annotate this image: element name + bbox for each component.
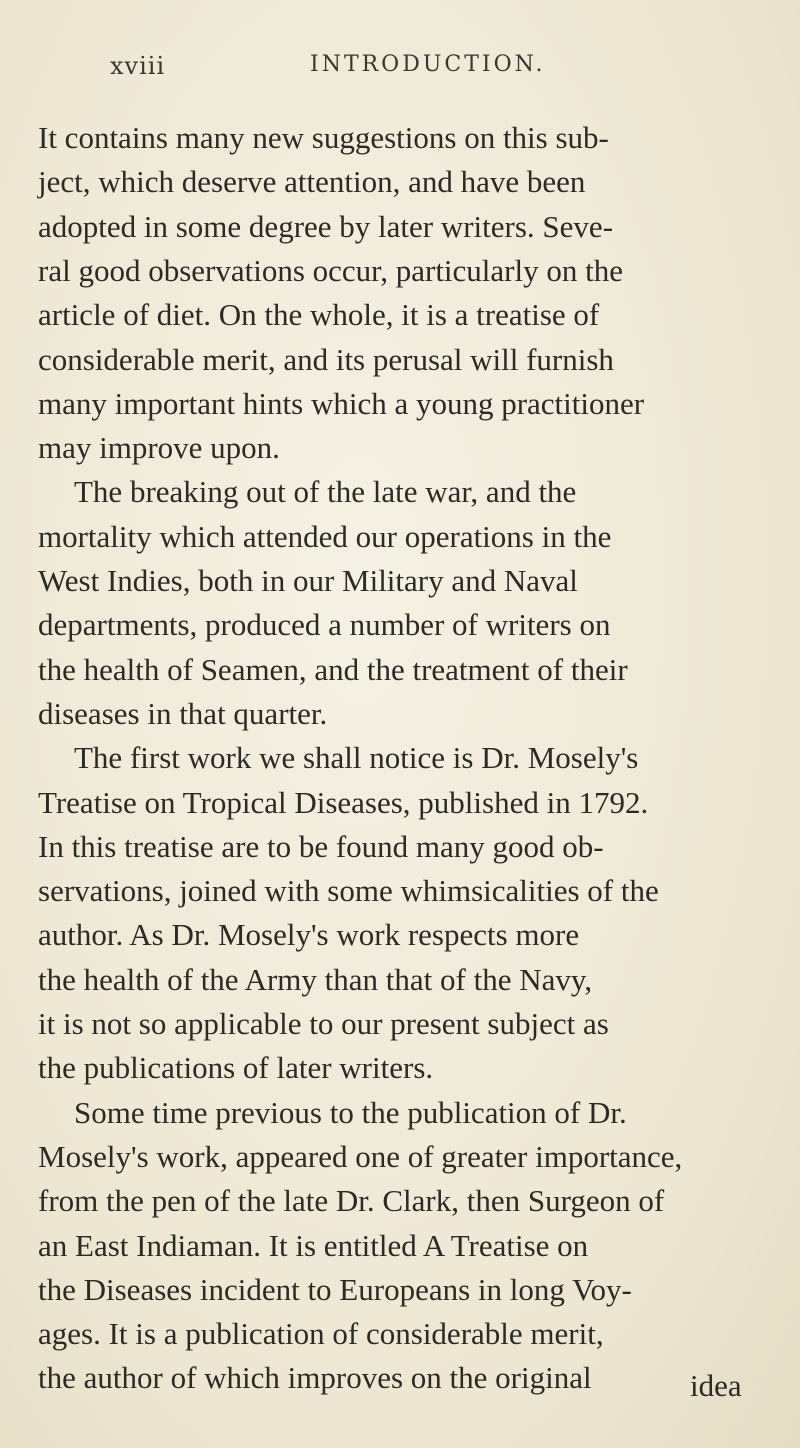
text-line: an East Indiaman. It is entitled A Treatise on	[38, 1228, 589, 1263]
text-line: considerable merit, and its perusal will furnish	[38, 342, 614, 377]
text-line: the publications of later writers.	[38, 1050, 434, 1085]
text-line: the health of the Army than that of the Navy,	[38, 962, 593, 997]
text-line: The first work we shall notice is Dr. Mosely's	[74, 740, 639, 775]
text-line: ral good observations occur, particularly on the	[38, 253, 623, 288]
text-line: The breaking out of the late war, and the	[74, 474, 577, 509]
text-line: it is not so applicable to our present subject as	[38, 1006, 609, 1041]
text-line: servations, joined with some whimsicalities of the	[38, 873, 659, 908]
text-line: ject, which deserve attention, and have been	[38, 164, 586, 199]
text-line: adopted in some degree by later writers. Seve-	[38, 209, 614, 244]
page-number: xviii	[110, 52, 166, 80]
text-line: diseases in that quarter.	[38, 696, 328, 731]
text-line: mortality which attended our operations in the	[38, 519, 612, 554]
text-line: author. As Dr. Mosely's work respects more	[38, 917, 580, 952]
text-line: It contains many new suggestions on this sub-	[38, 120, 609, 155]
running-head	[110, 52, 670, 92]
text-line: ages. It is a publication of considerable merit,	[38, 1316, 604, 1351]
text-line: Some time previous to the publication of Dr.	[74, 1095, 627, 1130]
running-title: INTRODUCTION.	[310, 52, 546, 77]
text-line: departments, produced a number of writers on	[38, 607, 611, 642]
text-line: may improve upon.	[38, 430, 280, 465]
text-line: article of diet. On the whole, it is a treatise of	[38, 297, 600, 332]
text-line: from the pen of the late Dr. Clark, then Surgeon of	[38, 1183, 665, 1218]
catchword: idea	[690, 1368, 742, 1403]
text-line: In this treatise are to be found many good ob-	[38, 829, 604, 864]
text-line: West Indies, both in our Military and Naval	[38, 563, 578, 598]
text-line: Treatise on Tropical Diseases, published in 1792.	[38, 785, 649, 820]
text-line: the author of which improves on the original	[38, 1360, 592, 1395]
text-line: the Diseases incident to Europeans in long Voy-	[38, 1272, 632, 1307]
text-line: the health of Seamen, and the treatment of their	[38, 652, 628, 687]
text-line: Mosely's work, appeared one of greater importance,	[38, 1139, 683, 1174]
text-line: many important hints which a young practitioner	[38, 386, 645, 421]
